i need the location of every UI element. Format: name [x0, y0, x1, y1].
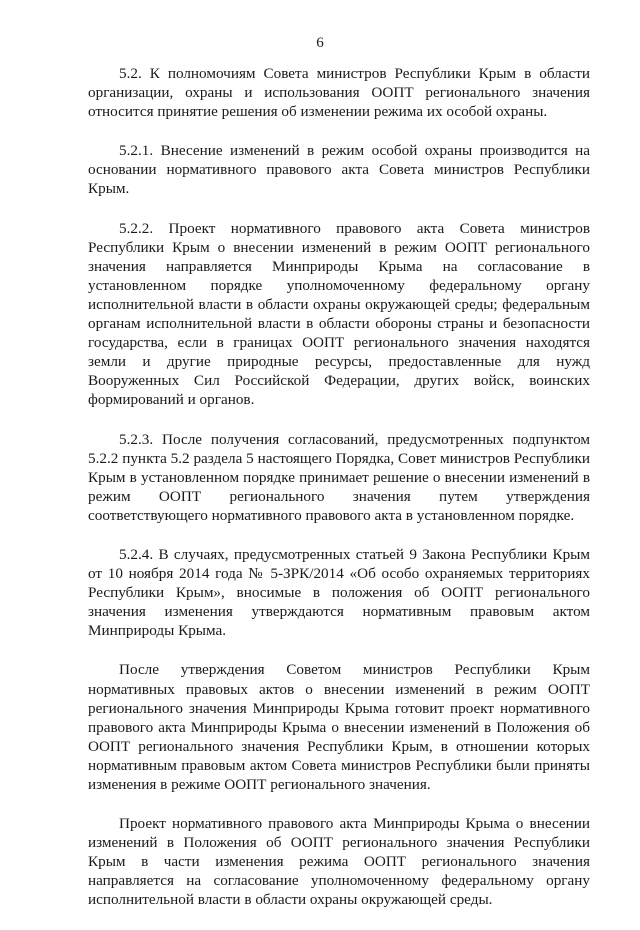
paragraph-5-2: 5.2. К полномочиям Совета министров Республики Крым в области организации, охраны и использования ООПТ регионального значения относится принятие решения об изменении режима их особой охраны. [88, 65, 590, 121]
paragraph-5-2-3: 5.2.3. После получения согласований, предусмотренных подпунктом 5.2.2 пункта 5.2 раздела 5 настоящего Порядка, Совет министров Республики Крым в установленном порядке принимает решение о внесении изменений в режим ООПТ регионального значения путем утверждения соответствующего нормативного правового акта в установленном порядке. [88, 430, 590, 524]
paragraph-5-2-2: 5.2.2. Проект нормативного правового акта Совета министров Республики Крым о внесении изменений в режим ООПТ регионального значения направляется Минприроды Крыма на согласование в установленном порядке уполномоченному федеральному органу исполнительной власти в области охраны окружающей среды; федеральным органам исполнительной власти в области обороны страны и безопасности государства, если в границах ООПТ регионального значения находятся земли и другие природные ресурсы, предоставленные для нужд Вооруженных Сил Российской Федерации, других войск, воинских формирований и органов. [88, 219, 590, 409]
document-body [88, 64, 590, 930]
paragraph-after-approval: После утверждения Советом министров Республики Крым нормативных правовых актов о внесении изменений в режим ООПТ регионального значения Минприроды Крыма готовит проект нормативного правового акта Минприроды Крыма о внесении изменений в Положения об ООПТ регионального значения Республики Крым, в отношении которых нормативным правовым актом Совета министров Республики были приняты изменения в режиме ООПТ регионального значения. [88, 661, 590, 793]
paragraph-5-2-4: 5.2.4. В случаях, предусмотренных статьей 9 Закона Республики Крым от 10 ноября 2014 года № 5-ЗРК/2014 «Об особо охраняемых территориях Республики Крым», вносимые в положения об ООПТ регионального значения изменения утверждаются нормативным правовым актом Минприроды Крыма. [88, 545, 590, 640]
paragraph-draft-submission: Проект нормативного правового акта Минприроды Крыма о внесении изменений в Положения об ООПТ регионального значения Республики Крым в части изменения режима ООПТ регионального значения направляется на согласование уполномоченному федеральному органу исполнительной власти в области охраны окружающей среды. [88, 815, 590, 909]
paragraph-5-2-1: 5.2.1. Внесение изменений в режим особой охраны производится на основании нормативного правового акта Совета министров Республики Крым. [88, 142, 590, 198]
page-number: 6 [316, 35, 324, 51]
